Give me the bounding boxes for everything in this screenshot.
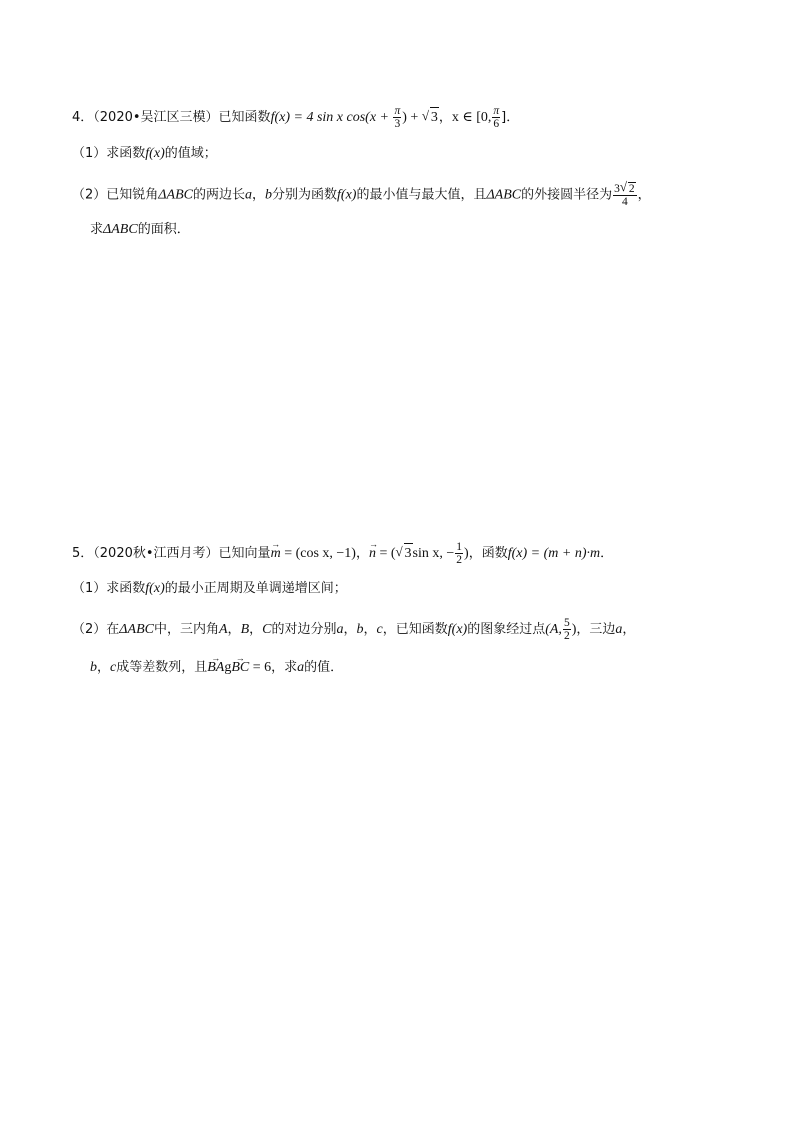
vector-n: → n <box>369 544 376 564</box>
dot-product-symbol: g <box>224 660 232 675</box>
frac-denominator: 4 <box>622 196 628 208</box>
vector-BC: → BC <box>231 658 249 678</box>
part-text: 的面积． <box>137 222 190 237</box>
variable-b: b <box>90 660 97 675</box>
part-text: 求函数 <box>106 146 146 161</box>
part-text: 的最小值与最大值，且 <box>356 187 487 203</box>
comma: ， <box>438 110 452 125</box>
part-text: ，已知函数 <box>382 622 448 637</box>
q4-number: 4． <box>72 110 94 125</box>
part-text: ，求 <box>271 660 298 675</box>
frac-denominator: 3 <box>394 118 401 130</box>
comma: ， <box>355 546 369 561</box>
comma: ， <box>343 622 357 637</box>
frac-numerator: 5 <box>563 617 570 629</box>
function-symbol: f(x) <box>337 187 357 203</box>
variable-a: a <box>615 622 623 637</box>
vector-BA: → BA <box>207 658 224 678</box>
sqrt-radicand: 2 <box>628 183 635 195</box>
angle-A: A <box>218 622 228 637</box>
fraction-1-2 <box>455 541 463 566</box>
part-text: 成等差数列，且 <box>116 660 208 675</box>
triangle-symbol: ΔABC <box>119 622 154 637</box>
vector-m-value: = (cos x, −1) <box>280 546 356 561</box>
part-text: ，三边 <box>576 622 616 637</box>
q4-stem <box>72 105 519 130</box>
part-text: 求 <box>90 222 104 237</box>
q4-function-mid: ) + <box>402 110 422 125</box>
q4-fraction-pi-6 <box>492 105 500 130</box>
vector-n-pre: = ( <box>375 546 396 561</box>
frac-numerator: π <box>394 105 401 117</box>
vector-n-post: ) <box>464 546 469 561</box>
part-text: 的最小正周期及单调递增区间； <box>164 581 347 596</box>
q4-function-lhs: f(x) = 4 sin x cos(x + <box>270 110 393 125</box>
q5-source: （2020秋•江西月考） <box>93 546 219 561</box>
q4-stem-text: 已知函数 <box>218 110 271 125</box>
q4-fraction-pi-3 <box>393 105 401 130</box>
equals-six: = 6 <box>249 660 272 675</box>
q4-domain-pre: x ∈ [0, <box>451 110 492 125</box>
frac-denominator: 6 <box>493 118 500 130</box>
vector-m: → m <box>271 544 281 564</box>
comma: ， <box>363 622 377 637</box>
part-text: 的两边长 <box>192 187 245 203</box>
frac-denominator: 2 <box>456 554 463 566</box>
q4-part2-line1 <box>72 182 651 208</box>
comma: ， <box>97 660 111 675</box>
frac-denominator: 2 <box>563 630 570 642</box>
q4-sqrt-3 <box>422 107 439 128</box>
point-post: ) <box>571 622 577 637</box>
q5-stem-text: 已知向量 <box>218 546 271 561</box>
variable-a: a <box>244 187 252 203</box>
frac-numerator: 1 <box>456 541 463 553</box>
variable-c: c <box>376 622 383 637</box>
sqrt-3 <box>396 543 413 564</box>
variable-a: a <box>297 660 305 675</box>
part-text: 中，三内角 <box>153 622 219 637</box>
part-text: 在 <box>106 622 120 637</box>
triangle-symbol: ΔABC <box>486 187 522 203</box>
part-text: 的对边分别 <box>271 622 337 637</box>
fraction-5-2 <box>563 617 571 642</box>
part-label: （2） <box>72 187 107 203</box>
angle-C: C <box>262 622 272 637</box>
sqrt-radicand: 3 <box>404 543 413 564</box>
q5-part1 <box>72 579 347 599</box>
part-text: 已知锐角 <box>106 187 159 203</box>
q5-number: 5． <box>72 546 94 561</box>
frac-numerator <box>613 182 637 196</box>
comma: ， <box>251 187 265 203</box>
q5-part2-line2 <box>90 658 343 678</box>
part-text: ，函数 <box>468 546 508 561</box>
function-symbol: f(x) <box>447 622 468 637</box>
comma: ， <box>622 622 636 637</box>
part-label: （2） <box>72 622 107 637</box>
q4-radius-fraction <box>613 182 637 208</box>
function-symbol: f(x) <box>145 146 165 161</box>
comma: ， <box>249 622 263 637</box>
part-text: 分别为函数 <box>272 187 338 203</box>
part-text: 的值域； <box>164 146 217 161</box>
part-text: 求函数 <box>106 581 146 596</box>
angle-B: B <box>240 622 250 637</box>
comma: ， <box>227 622 241 637</box>
part-text: 的外接圆半径为 <box>521 187 613 203</box>
period: ． <box>600 546 614 561</box>
comma: ， <box>637 187 651 203</box>
variable-b: b <box>356 622 364 637</box>
variable-a: a <box>336 622 344 637</box>
frac-numerator: π <box>493 105 500 117</box>
q4-part1 <box>72 144 217 164</box>
coef: 3 <box>614 183 620 195</box>
q4-source: （2020•吴江区三模） <box>93 110 219 125</box>
vector-n-mid: sin x, − <box>412 546 455 561</box>
variable-c: c <box>110 660 117 675</box>
q5-part2-line1 <box>72 617 635 642</box>
q4-domain-post: ]． <box>501 110 520 125</box>
triangle-symbol: ΔABC <box>158 187 193 203</box>
function-symbol: f(x) <box>145 581 165 596</box>
sqrt-2 <box>620 182 636 195</box>
point-pre: (A, <box>545 622 562 637</box>
sqrt-radicand: 3 <box>430 107 439 128</box>
part-text: 的值． <box>304 660 344 675</box>
q4-part2-line2 <box>90 220 190 240</box>
part-label: （1） <box>72 581 107 596</box>
function-definition: f(x) = (m + n)·m <box>507 546 601 561</box>
variable-b: b <box>265 187 272 203</box>
part-text: 的图象经过点 <box>467 622 546 637</box>
triangle-symbol: ΔABC <box>103 222 138 237</box>
part-label: （1） <box>72 146 107 161</box>
q5-stem <box>72 541 613 566</box>
